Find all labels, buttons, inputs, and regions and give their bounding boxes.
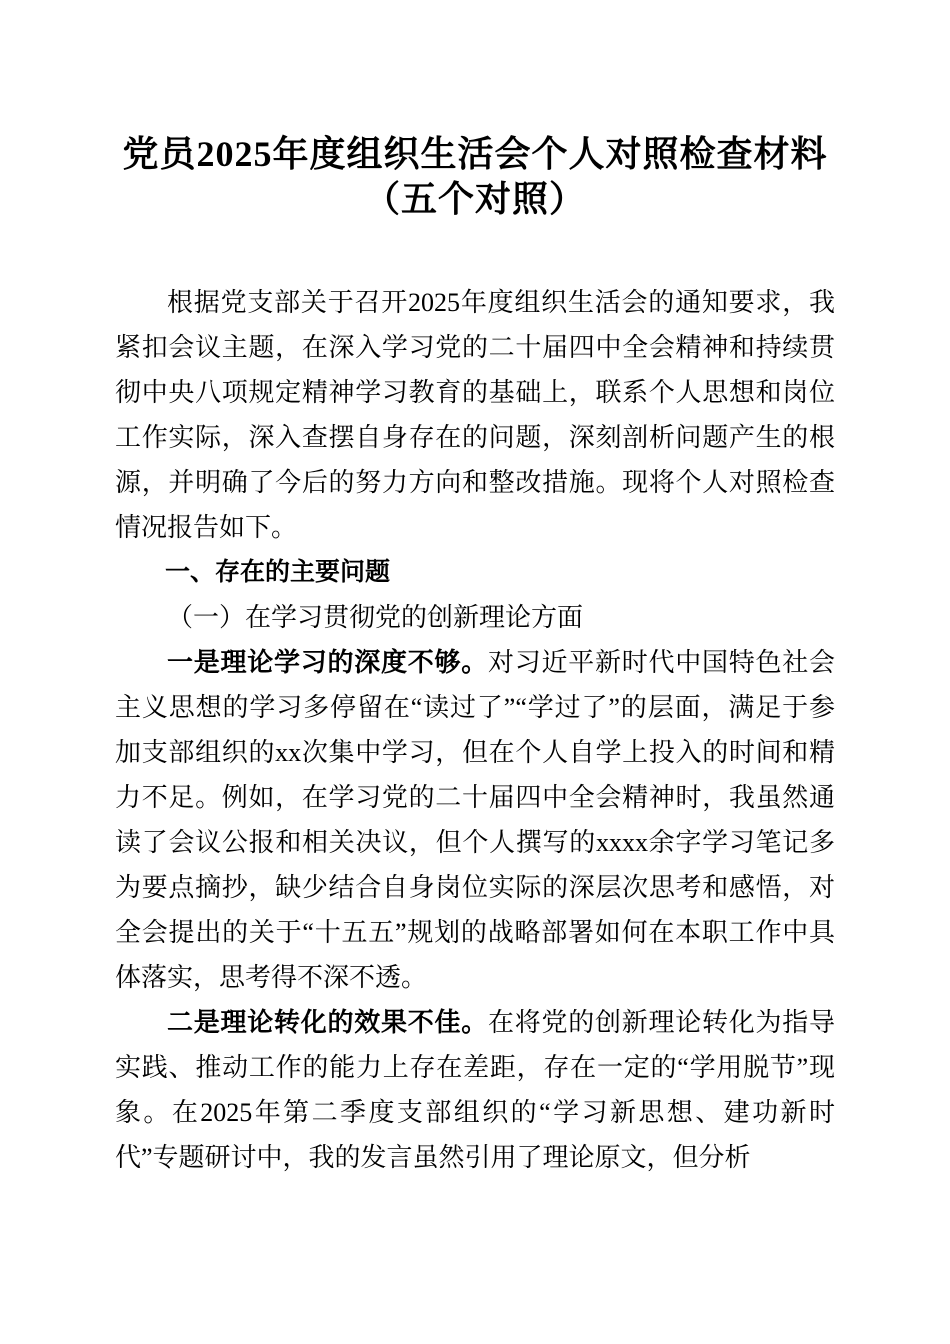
point-2-text: 在将党的创新理论转化为指导实践、推动工作的能力上存在差距，存在一定的“学用脱节”现象。在2025年第二季度支部组织的“学习新思想、建功新时代”专题研讨中，我的发言虽然引用了理论原文，但分析: [115, 1008, 835, 1172]
document-title-line2: （五个对照）: [363, 179, 586, 219]
subsection-heading-theory-study: （一）在学习贯彻党的创新理论方面: [167, 603, 584, 632]
document-title: [115, 132, 835, 222]
point-2-lead: 二是理论转化的效果不佳。: [167, 1008, 488, 1037]
point-1-text: 对习近平新时代中国特色社会主义思想的学习多停留在“读过了”“学过了”的层面，满足于参加支部组织的xx次集中学习，但在个人自学上投入的时间和精力不足。例如，在学习党的二十届四中全会精神时，我虽然通读了会议公报和相关决议，但个人撰写的xxxx余字学习笔记多为要点摘抄，缺少结合自身岗位实际的深层次思考和感悟，对全会提出的关于“十五五”规划的战略部署如何在本职工作中具体落实，思考得不深不透。: [115, 648, 835, 992]
point-1-lead: 一是理论学习的深度不够。: [167, 648, 488, 677]
intro-paragraph: 根据党支部关于召开2025年度组织生活会的通知要求，我紧扣会议主题，在深入学习党的二十届四中全会精神和持续贯彻中央八项规定精神学习教育的基础上，联系个人思想和岗位工作实际，深入查摆自身存在的问题，深刻剖析问题产生的根源，并明确了今后的努力方向和整改措施。现将个人对照检查情况报告如下。: [115, 288, 835, 542]
document-title-line1: 党员2025年度组织生活会个人对照检查材料: [122, 134, 828, 174]
document-body: [115, 280, 835, 1180]
point-paragraph-1: [115, 640, 835, 1000]
section-heading-main-problems: 一、存在的主要问题: [165, 558, 391, 586]
point-paragraph-2: [115, 1000, 835, 1180]
